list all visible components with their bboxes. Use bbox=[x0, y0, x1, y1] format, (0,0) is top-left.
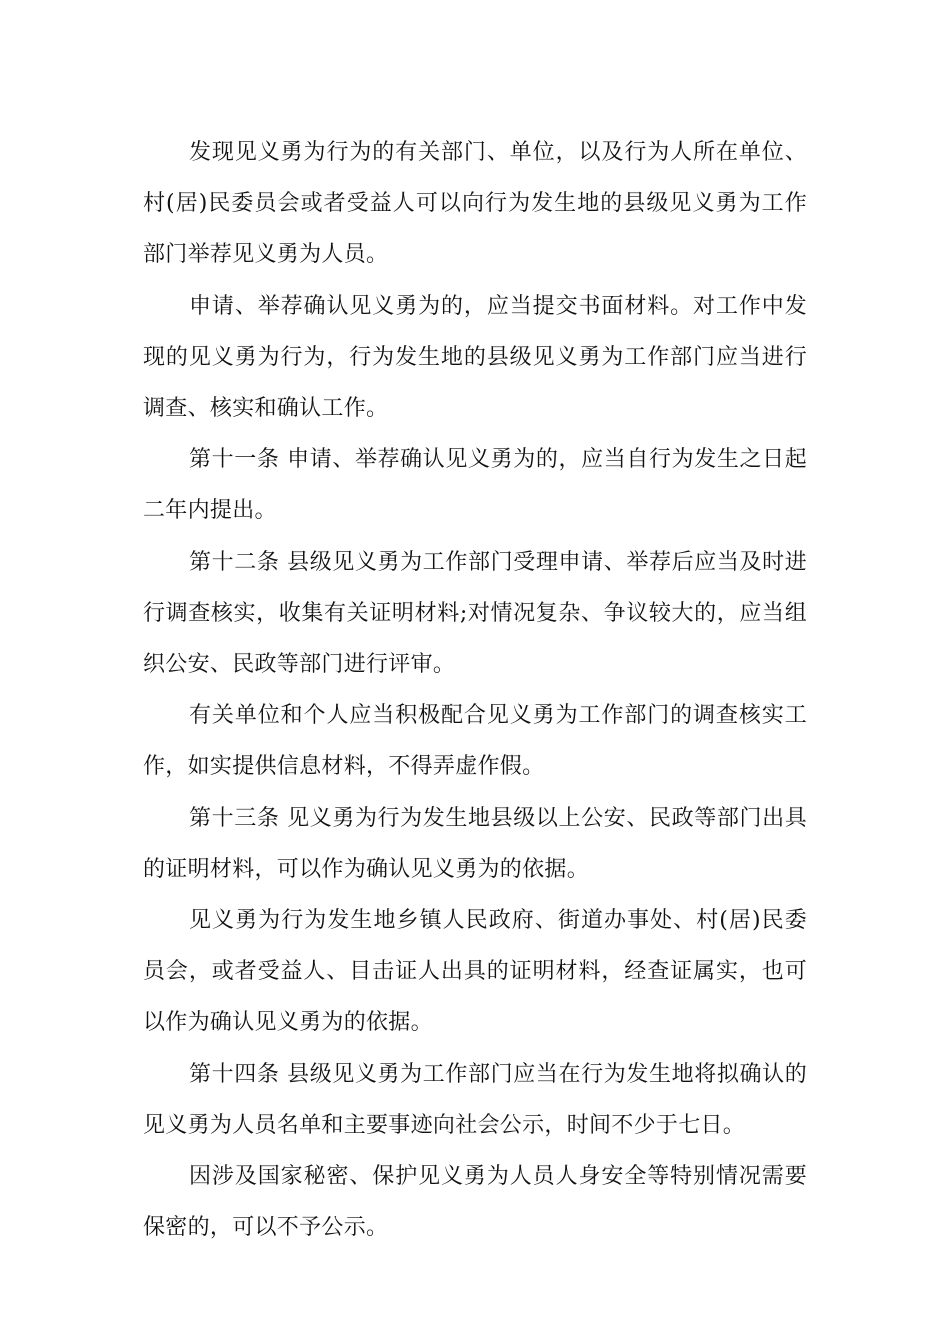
paragraph-article-11: 第十一条 申请、举荐确认见义勇为的，应当自行为发生之日起二年内提出。 bbox=[143, 447, 807, 524]
paragraph-7: 见义勇为行为发生地乡镇人民政府、街道办事处、村(居)民委员会，或者受益人、目击证人出具的证明材料，经查证属实，也可以作为确认见义勇为的依据。 bbox=[143, 908, 807, 1036]
paragraph-2: 申请、举荐确认见义勇为的，应当提交书面材料。对工作中发现的见义勇为行为，行为发生地的县级见义勇为工作部门应当进行调查、核实和确认工作。 bbox=[143, 293, 807, 422]
paragraph-article-14: 第十四条 县级见义勇为工作部门应当在行为发生地将拟确认的见义勇为人员名单和主要事迹向社会公示，时间不少于七日。 bbox=[143, 1061, 807, 1138]
paragraph-article-12: 第十二条 县级见义勇为工作部门受理申请、举荐后应当及时进行调查核实，收集有关证明材料;对情况复杂、争议较大的，应当组织公安、民政等部门进行评审。 bbox=[143, 549, 807, 678]
paragraph-9: 因涉及国家秘密、保护见义勇为人员人身安全等特别情况需要保密的，可以不予公示。 bbox=[143, 1164, 807, 1241]
paragraph-article-13: 第十三条 见义勇为行为发生地县级以上公安、民政等部门出具的证明材料，可以作为确认见义勇为的依据。 bbox=[143, 805, 807, 882]
paragraph-5: 有关单位和个人应当积极配合见义勇为工作部门的调查核实工作，如实提供信息材料，不得弄虚作假。 bbox=[143, 703, 807, 780]
paragraph-1: 发现见义勇为行为的有关部门、单位，以及行为人所在单位、村(居)民委员会或者受益人可以向行为发生地的县级见义勇为工作部门举荐见义勇为人员。 bbox=[143, 140, 807, 268]
document-body bbox=[143, 127, 807, 1253]
